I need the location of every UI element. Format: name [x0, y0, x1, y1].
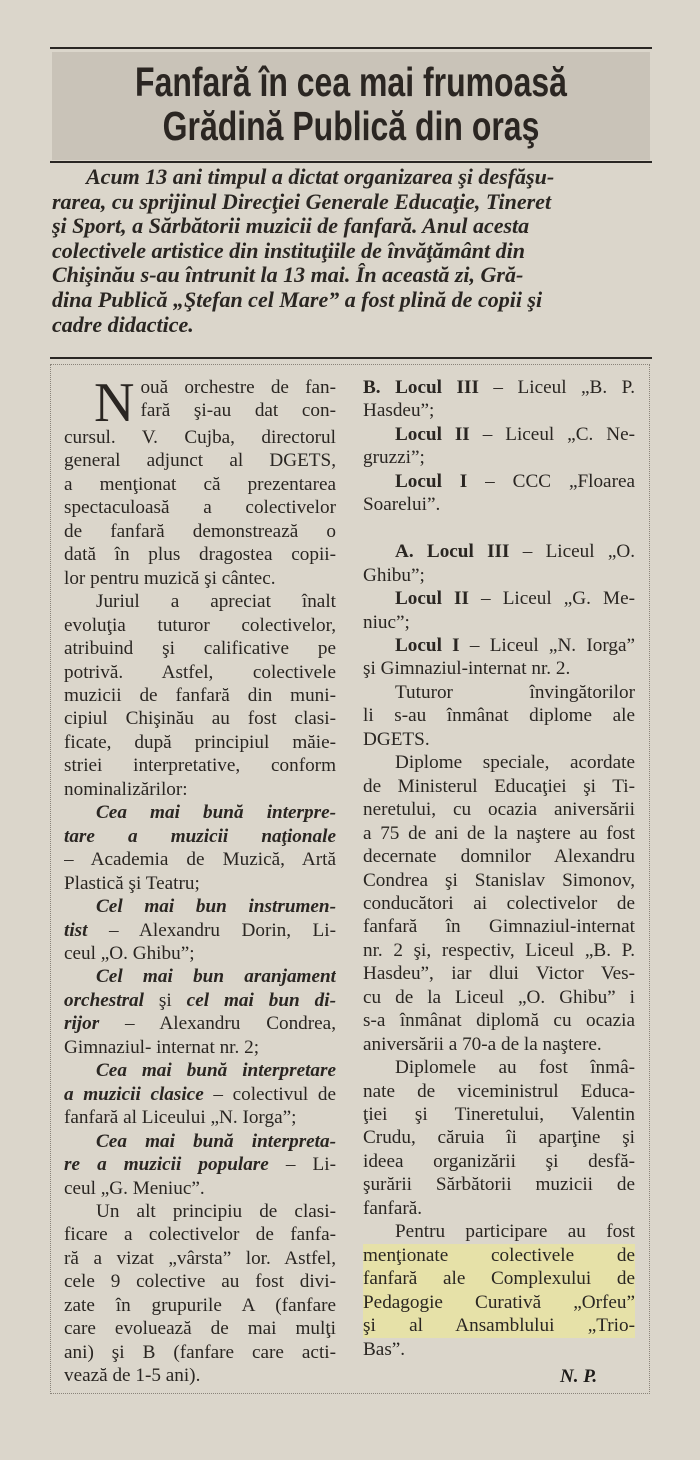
top-rule [50, 47, 652, 49]
lead-line: dina Publică „Ştefan cel Mare” a fost plină de copii şi [52, 287, 543, 312]
text-line: Ghibu”; [363, 564, 425, 586]
nomination-title: Cea mai bună interpre- [96, 802, 336, 824]
text-line: Gimnaziul- internat nr. 2; [64, 1036, 260, 1058]
text-fragment: – CCC „Floarea [467, 470, 635, 492]
text-line: fanfară. [363, 1197, 423, 1219]
nomination-title: Cea mai bună interpretare [96, 1060, 336, 1082]
text-fragment: – Liceul „O. [509, 541, 635, 563]
drop-cap: N [94, 372, 135, 434]
headline-box [52, 52, 650, 160]
text-line: nr. 2 şi, respectiv, Liceul „B. P. [363, 939, 635, 961]
ranking-label: A. Locul III [395, 541, 510, 563]
text-line: ceul „O. Ghibu”; [64, 942, 195, 964]
right-column [363, 376, 635, 1361]
text-line: general adjunct al DGETS, [64, 450, 336, 472]
text-line: s-a înmânat diplomă cu ocazia [363, 1010, 635, 1032]
nomination-title: orchestral [64, 989, 144, 1011]
text-line: nate de viceministrul Educa- [363, 1080, 635, 1102]
text-line: fanfară în Gimnaziul-internat [363, 916, 635, 938]
highlighted-text-line: menţionate colectivele de [363, 1244, 635, 1266]
ranking-line [363, 587, 635, 610]
text-line: conducători ai colectivelor de [363, 892, 635, 914]
text-line: – Academia de Muzică, Artă [64, 849, 336, 871]
lead-rule [50, 357, 652, 359]
text-line [64, 1083, 336, 1106]
text-line: Juriul a apreciat înalt [96, 591, 336, 613]
text-line: dată în plus dragostea copii- [64, 544, 336, 566]
lead-line: cadre didactice. [52, 312, 194, 337]
ranking-label: B. Locul III [363, 377, 479, 398]
text-line: ţiei şi Tineretului, Valentin [363, 1104, 635, 1126]
text-line: Tuturor învingătorilor [395, 681, 635, 703]
lead-line: Chişinău s-au întrunit la 13 mai. În această zi, Gră- [52, 263, 524, 288]
nomination-title: a muzicii clasice [64, 1083, 204, 1105]
text-fragment: şi [143, 989, 187, 1011]
text-line: muzicii de fanfară din muni- [64, 684, 336, 706]
text-fragment: – Li- [268, 1154, 336, 1176]
text-line: ceul „G. Meniuc”. [64, 1177, 205, 1199]
text-line: niuc”; [363, 611, 410, 633]
highlighted-text-line: şi al Ansamblului „Trio- [363, 1315, 635, 1337]
nomination-title: Cea mai bună interpreta- [96, 1130, 336, 1152]
nomination-title: tare a muzicii naţionale [64, 825, 336, 847]
text-line: atribuind şi calificative pe [64, 638, 336, 660]
text-fragment: – colectivul de [203, 1083, 336, 1105]
text-line: care evoluează de mai mulţi [64, 1318, 336, 1340]
nomination-title: Cel mai bun aranjament [96, 966, 336, 988]
text-line [64, 919, 336, 942]
text-line [64, 1153, 336, 1176]
text-line: lor pentru muzică şi cântec. [64, 567, 276, 589]
text-line: Bas”. [363, 1338, 406, 1360]
text-line: spectaculoasă a colectivelor [64, 497, 336, 519]
text-line: ficare a colectivelor de fanfa- [64, 1224, 336, 1246]
ranking-label: Locul II [395, 588, 469, 610]
text-line: fară şi-au dat con- [140, 400, 336, 422]
nomination-title: tist [64, 919, 88, 941]
text-fragment: – Alexandru Dorin, Li- [87, 919, 336, 941]
text-fragment: – Liceul „C. Ne- [469, 423, 635, 445]
lead-line: colectivele artistice din instituţiile de învăţământ din [52, 238, 525, 263]
ranking-label: Locul I [395, 634, 460, 656]
text-line: Condrea şi Stanislav Simonov, [363, 869, 635, 891]
lead-line: Acum 13 ani timpul a dictat organizarea şi desfăşu- [86, 165, 555, 189]
text-line: a menţionat că prezentarea [64, 473, 336, 495]
text-line: de Ministerul Educaţiei şi Ti- [363, 775, 635, 797]
text-line: evoluţia tuturor colectivelor, [64, 614, 336, 636]
text-line: Soarelui”. [363, 494, 441, 516]
text-line: vează de 1-5 ani). [64, 1365, 201, 1387]
text-line: fanfară al Liceului „N. Iorga”; [64, 1107, 297, 1129]
text-line: ouă orchestre de fan- [140, 377, 336, 398]
left-column [64, 372, 336, 1388]
text-line: Diplomele au fost înmâ- [395, 1057, 635, 1079]
headline-line-1: Fanfară în cea mai frumoasă [135, 59, 567, 105]
nomination-title: cel mai bun di- [186, 989, 336, 1011]
text-line: ră a vizat „vârsta” lor. Astfel, [64, 1247, 336, 1269]
text-line: şurării Sărbătorii muzicii de [363, 1174, 635, 1196]
text-line: nominalizărilor: [64, 778, 188, 800]
lead-line: şi Sport, a Sărbătorii muzicii de fanfară. Anul acesta [52, 214, 530, 239]
text-line: gruzzi”; [363, 447, 425, 469]
text-line: decernate domnilor Alexandru [363, 846, 635, 868]
text-line: cele 9 colective au fost divi- [64, 1271, 336, 1293]
nomination-title: rijor [64, 1013, 100, 1035]
text-line: ideea organizării şi desfă- [363, 1150, 635, 1172]
headline [118, 52, 584, 148]
text-line: aniversării a 70-a de la naştere. [363, 1033, 602, 1055]
highlighted-text-line: Pedagogie Curativă „Orfeu” [363, 1291, 635, 1313]
headline-line-2: Grădină Publică din oraş [162, 103, 540, 149]
nomination-title: Cel mai bun instrumen- [96, 896, 336, 918]
text-line: ficate, după principiul măie- [64, 731, 336, 753]
text-line: Hasdeu”, iar dlui Victor Ves- [363, 963, 635, 985]
text-line: Diplome speciale, acordate [395, 752, 635, 774]
author-signature: N. P. [560, 1366, 598, 1387]
ranking-line [363, 470, 635, 493]
text-line: DGETS. [363, 728, 430, 750]
text-line: cu de la Liceul „O. Ghibu” i [363, 986, 635, 1008]
text-line: zate în grupurile A (fanfare [64, 1294, 336, 1316]
text-line: ani) şi B (fanfare care acti- [64, 1341, 336, 1363]
headline-rule [50, 161, 652, 163]
text-line: li s-au înmânat diplome ale [363, 705, 635, 727]
text-line: striei interpretative, conform [64, 755, 336, 777]
ranking-label: Locul II [395, 423, 470, 445]
text-line: Pentru participare au fost [395, 1221, 635, 1243]
ranking-line [363, 423, 635, 446]
text-line: Plastică şi Teatru; [64, 872, 200, 894]
text-line: Hasdeu”; [363, 400, 435, 422]
lead-paragraph [52, 165, 650, 337]
text-line: neretului, cu ocazia aniversării [363, 799, 635, 821]
text-line: Un alt principiu de clasi- [96, 1200, 336, 1222]
ranking-line [363, 376, 635, 399]
lead-line: rarea, cu sprijinul Direcţiei Generale Educaţie, Tineret [52, 189, 552, 214]
nomination-title: re a muzicii populare [64, 1154, 269, 1176]
text-line [64, 1012, 336, 1035]
spacer [363, 517, 635, 540]
highlighted-text-line: fanfară ale Complexului de [363, 1268, 635, 1290]
ranking-label: Locul I [395, 470, 468, 492]
text-fragment: – Liceul „N. Iorga” [459, 634, 635, 656]
text-line: cursul. V. Cujba, directorul [64, 427, 336, 448]
text-line: şi Gimnaziul-internat nr. 2. [363, 658, 571, 680]
text-fragment: – Liceul „G. Me- [468, 588, 635, 610]
text-line: potrivă. Astfel, colectivele [64, 661, 336, 683]
text-line [64, 989, 336, 1012]
text-line: Crudu, căruia îi aparţine şi [363, 1127, 635, 1149]
text-line: a 75 de ani de la naştere au fost [363, 822, 635, 844]
ranking-line [363, 634, 635, 657]
text-line: cipiul Chişinău au fost clasi- [64, 708, 336, 730]
text-line: de fanfară demonstrează o [64, 520, 336, 542]
text-fragment: – Alexandru Condrea, [99, 1013, 336, 1035]
ranking-line [363, 540, 635, 563]
text-fragment: – Liceul „B. P. [478, 377, 635, 398]
